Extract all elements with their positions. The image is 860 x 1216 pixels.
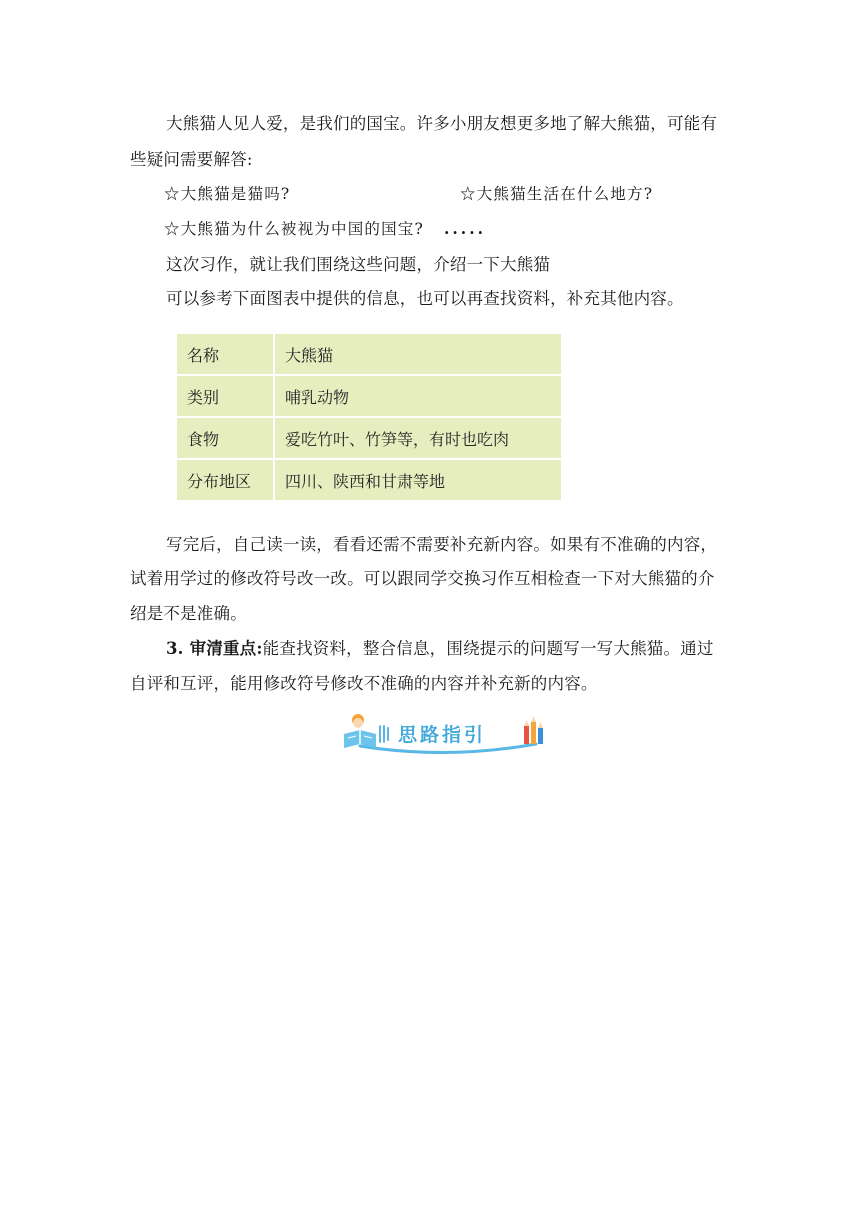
focus-paragraph	[166, 638, 714, 660]
question-3: ☆大熊猫为什么被视为中国的国宝?	[164, 220, 425, 238]
after-line-1: 写完后，自己读一读，看看还需不需要补充新内容。如果有不准确的内容，	[166, 535, 718, 554]
table-key: 名称	[176, 333, 274, 375]
table-key: 食物	[176, 417, 274, 459]
pencils-icon	[524, 716, 543, 744]
table-row	[176, 333, 562, 375]
focus-label: 3. 审清重点:	[166, 639, 263, 658]
focus-line-1: 能查找资料，整合信息，围绕提示的问题写一写大熊猫。通过	[262, 639, 714, 658]
intro-line-2: 些疑问需要解答:	[130, 150, 253, 169]
reading-kid-icon	[344, 714, 388, 748]
question-ellipsis: .....	[444, 219, 486, 238]
panda-info-table	[175, 332, 563, 502]
table-row	[176, 375, 562, 417]
task-line: 这次习作，就让我们围绕这些问题，介绍一下大熊猫	[166, 255, 551, 274]
question-1: ☆大熊猫是猫吗?	[164, 185, 291, 203]
table-value: 哺乳动物	[274, 375, 562, 417]
table-row	[176, 417, 562, 459]
table-value: 大熊猫	[274, 333, 562, 375]
guide-banner	[340, 712, 554, 756]
after-line-2: 试着用学过的修改符号改一改。可以跟同学交换习作互相检查一下对大熊猫的介	[130, 569, 715, 588]
table-value: 四川、陕西和甘肃等地	[274, 459, 562, 501]
intro-line-1: 大熊猫人见人爱，是我们的国宝。许多小朋友想更多地了解大熊猫，可能有	[166, 114, 718, 133]
table-value: 爱吃竹叶、竹笋等，有时也吃肉	[274, 417, 562, 459]
reference-line: 可以参考下面图表中提供的信息，也可以再查找资料，补充其他内容。	[166, 289, 684, 308]
table-key: 类别	[176, 375, 274, 417]
table-row	[176, 459, 562, 501]
guide-banner-title: 思路指引	[398, 724, 487, 746]
after-line-3: 绍是不是准确。	[130, 604, 247, 623]
table-key: 分布地区	[176, 459, 274, 501]
question-2: ☆大熊猫生活在什么地方?	[460, 185, 654, 203]
focus-line-2: 自评和互评，能用修改符号修改不准确的内容并补充新的内容。	[130, 674, 598, 693]
